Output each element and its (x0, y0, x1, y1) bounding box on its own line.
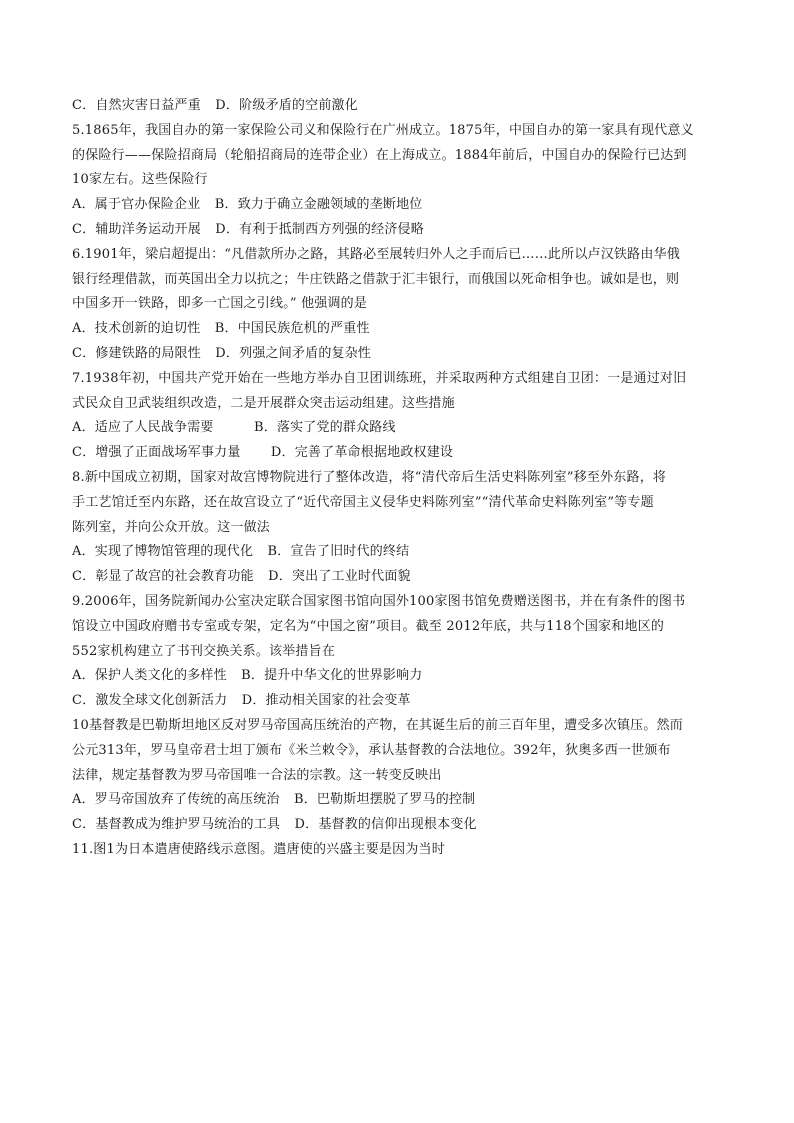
options-ab (72, 788, 722, 813)
question-stem-line: 陈列室，并向公众开放。这一做法 (72, 519, 271, 535)
options-cd (72, 342, 722, 367)
option-b: B．巴勒斯坦摆脱了罗马的控制 (293, 792, 476, 808)
option-c: C．激发全球文化创新活力 (72, 693, 228, 709)
option-d: D．完善了革命根据地政权建设 (270, 445, 454, 461)
question-10 (72, 714, 722, 838)
option-a: A．保护人类文化的多样性 (72, 668, 227, 684)
option-b: B．落实了党的群众路线 (253, 420, 396, 436)
options-ab (72, 416, 722, 441)
option-b: B．中国民族危机的严重性 (214, 321, 370, 337)
question-9 (72, 590, 722, 714)
option-d: D．突出了工业时代面貌 (268, 569, 411, 585)
option-c: C．彰显了故宫的社会教育功能 (72, 569, 254, 585)
option-b: B．提升中华文化的世界影响力 (241, 668, 423, 684)
question-stem-line: 11.图1为日本遣唐使路线示意图。遣唐使的兴盛主要是因为当时 (72, 841, 445, 857)
option-d: D．阶级矛盾的空前激化 (215, 98, 358, 113)
options-ab (72, 193, 722, 218)
question-5 (72, 119, 722, 243)
option-d: D．基督教的信仰出现根本变化 (294, 817, 477, 833)
question-6 (72, 243, 722, 367)
question-8 (72, 466, 722, 590)
question-stem-line: 公元313年，罗马皇帝君士坦丁颁布《米兰敕令》，承认基督教的合法地位。392年，狄奥多西一世颁布 (72, 742, 671, 758)
question-stem-line: 馆设立中国政府赠书专室或专架，定名为“中国之窗”项目。截至 2012年底，共与118个国家和地区的 (72, 618, 665, 634)
question-stem-line: 5.1865年，我国自办的第一家保险公司义和保险行在广州成立。1875年，中国自办的第一家具有现代意义 (72, 122, 694, 138)
question-stem-line: 中国多开一铁路，即多一亡国之引线。” 他强调的是 (72, 296, 368, 312)
question-stem-line: 法律，规定基督教为罗马帝国唯一合法的宗教。这一转变反映出 (72, 767, 442, 783)
options-ab (72, 664, 722, 689)
options-ab (72, 540, 722, 565)
option-b: B．致力于确立金融领域的垄断地位 (214, 197, 423, 213)
options-cd (72, 565, 722, 590)
option-c: C．增强了正面战场军事力量 (72, 445, 241, 461)
options-cd (72, 813, 722, 838)
q4-options-cd (72, 94, 722, 119)
option-d: D．推动相关国家的社会变革 (241, 693, 411, 709)
question-stem-line: 6.1901年，梁启超提出：“凡借款所办之路，其路必至展转归外人之手而后已……此所以卢汉铁路由华俄 (72, 246, 680, 262)
option-d: D．列强之间矛盾的复杂性 (215, 345, 372, 361)
question-11 (72, 838, 722, 863)
question-stem-line: 9.2006年，国务院新闻办公室决定联合国家图书馆向国外100家图书馆免费赠送图书，并在有条件的图书 (72, 593, 686, 609)
question-7 (72, 367, 722, 466)
question-stem-line: 8.新中国成立初期，国家对故宫博物院进行了整体改造，将“清代帝后生活史料陈列室”移至外东路，将 (72, 469, 667, 485)
option-a: A．属于官办保险企业 (72, 197, 201, 213)
option-c: C．自然灾害日益严重 (72, 98, 201, 113)
option-c: C．基督教成为维护罗马统治的工具 (72, 817, 281, 833)
option-c: C．修建铁路的局限性 (72, 345, 201, 361)
question-stem-line: 10家左右。这些保险行 (72, 172, 208, 188)
question-stem-line: 的保险行——保险招商局（轮船招商局的连带企业）在上海成立。1884年前后，中国自办的保险行已达到 (72, 147, 687, 163)
option-a: A．罗马帝国放弃了传统的高压统治 (72, 792, 280, 808)
options-cd (72, 689, 722, 714)
question-stem-line: 银行经理借款，而英国出全力以抗之；牛庄铁路之借款于汇丰银行，而俄国以死命相争也。诚如是也，则 (72, 271, 680, 287)
question-stem-line: 手工艺馆迁至内东路，还在故宫设立了“近代帝国主义侵华史料陈列室”“清代革命史料陈列室”等专题 (72, 494, 654, 510)
option-a: A．技术创新的迫切性 (72, 321, 201, 337)
option-a: A．实现了博物馆管理的现代化 (72, 544, 254, 560)
options-ab (72, 317, 722, 342)
question-stem-line: 10基督教是巴勒斯坦地区反对罗马帝国高压统治的产物，在其诞生后的前三百年里，遭受多次镇压。然而 (72, 717, 683, 733)
options-cd (72, 218, 722, 243)
option-d: D．有利于抵制西方列强的经济侵略 (215, 221, 424, 237)
question-stem-line: 式民众自卫武装组织改造，二是开展群众突击运动组建。这些措施 (72, 395, 455, 411)
exam-page (72, 94, 722, 863)
options-cd (72, 441, 722, 466)
option-a: A．适应了人民战争需要 (72, 420, 214, 436)
option-c: C．辅助洋务运动开展 (72, 221, 201, 237)
question-stem-line: 552家机构建立了书刊交换关系。该举措旨在 (72, 643, 336, 659)
question-stem-line: 7.1938年初，中国共产党开始在一些地方举办自卫团训练班，并采取两种方式组建自卫团：一是通过对旧 (72, 370, 687, 386)
option-b: B．宣告了旧时代的终结 (267, 544, 410, 560)
